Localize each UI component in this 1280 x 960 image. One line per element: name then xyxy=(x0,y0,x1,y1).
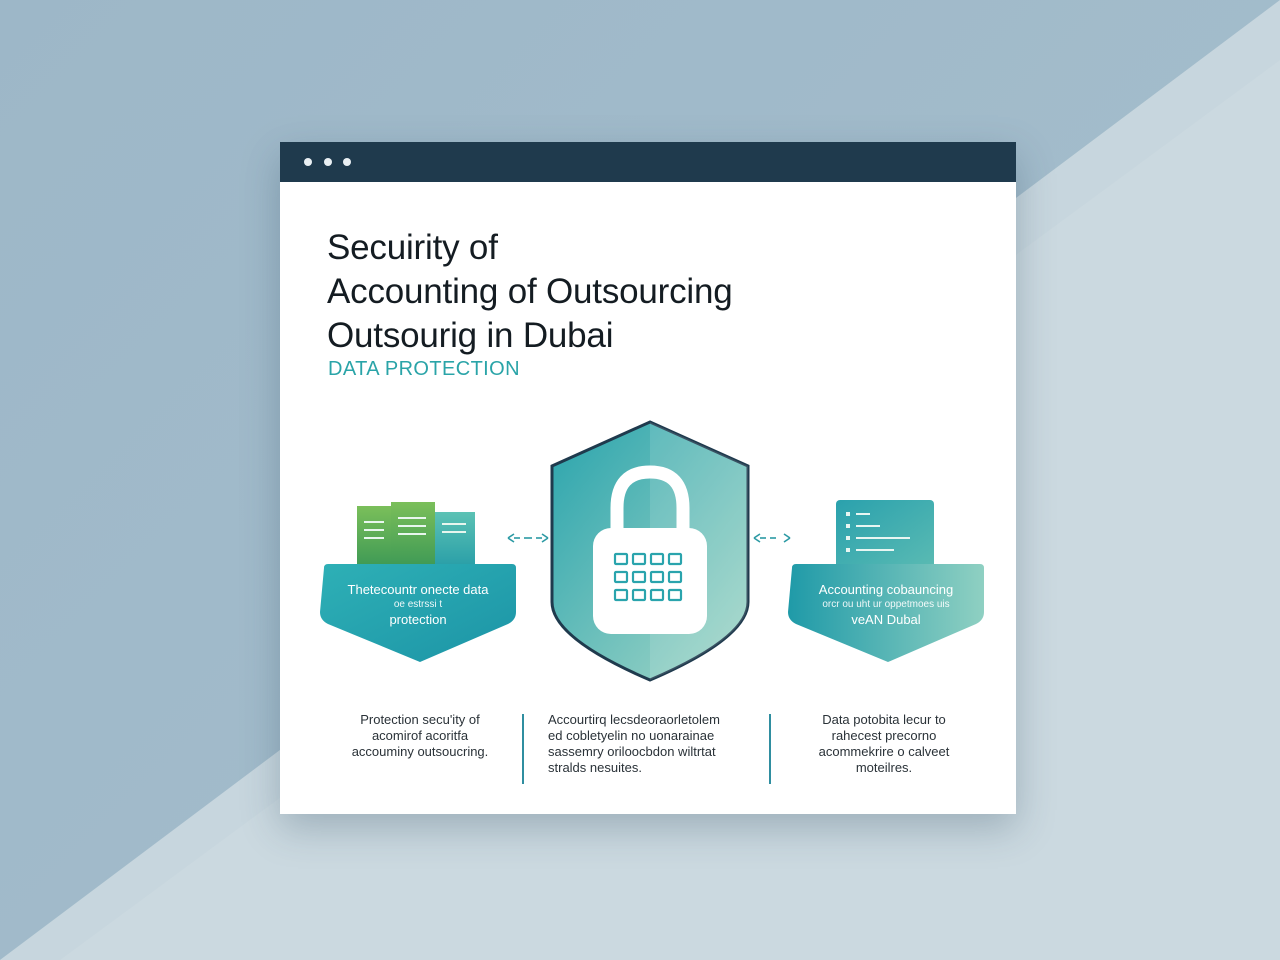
description-right xyxy=(788,712,980,776)
document-list-icon xyxy=(836,500,934,570)
page-title xyxy=(327,226,733,358)
title-line: Accounting of Outsourcing xyxy=(327,272,733,311)
description-line: acommekrire o calveet xyxy=(818,744,950,759)
description-line: stralds nesuites. xyxy=(548,760,642,775)
description-line: Data potobita lecur to xyxy=(822,712,946,727)
card-right-text xyxy=(788,582,984,628)
column-divider xyxy=(522,714,524,784)
card-right-line: orcr ou uht ur oppetmoes uis xyxy=(822,599,950,610)
card-right-line: Accounting cobauncing xyxy=(818,582,954,597)
window-dot-icon[interactable] xyxy=(343,158,351,166)
description-line: moteilres. xyxy=(855,760,913,775)
window-titlebar xyxy=(280,142,1016,182)
section-subtitle: DATA PROTECTION xyxy=(328,358,520,380)
description-left xyxy=(320,712,520,760)
shield-lock-icon xyxy=(552,422,748,680)
description-line: acomirof acoritfa xyxy=(371,728,469,743)
description-center xyxy=(548,712,758,776)
window-dot-icon[interactable] xyxy=(304,158,312,166)
card-left-line: protection xyxy=(389,612,447,627)
description-line: sassemry oriloocbdon wiltrtat xyxy=(548,744,716,759)
link-arrows-icon xyxy=(754,534,790,542)
description-line: Protection secu'ity of xyxy=(360,712,480,727)
description-line: accouminy outsoucring. xyxy=(351,744,489,759)
card-left-text xyxy=(320,582,516,628)
column-divider xyxy=(769,714,771,784)
title-line: Outsourig in Dubai xyxy=(327,316,614,355)
description-line: ed cobletyelin no uonarainae xyxy=(548,728,715,743)
card-right-line: veAN Dubal xyxy=(851,612,921,627)
window-dot-icon[interactable] xyxy=(324,158,332,166)
document-stack-icon xyxy=(357,502,475,566)
title-line: Secuirity of xyxy=(327,228,498,267)
description-line: Accourtirq lecsdeoraorletolem xyxy=(548,712,720,727)
data-protection-illustration xyxy=(280,412,1016,692)
card-left-line: oe estrssi t xyxy=(393,599,443,610)
browser-window xyxy=(280,142,1016,814)
link-arrows-icon xyxy=(508,534,548,542)
description-line: rahecest precorno xyxy=(831,728,937,743)
card-left-line: Thetecountr onecte data xyxy=(347,582,489,597)
